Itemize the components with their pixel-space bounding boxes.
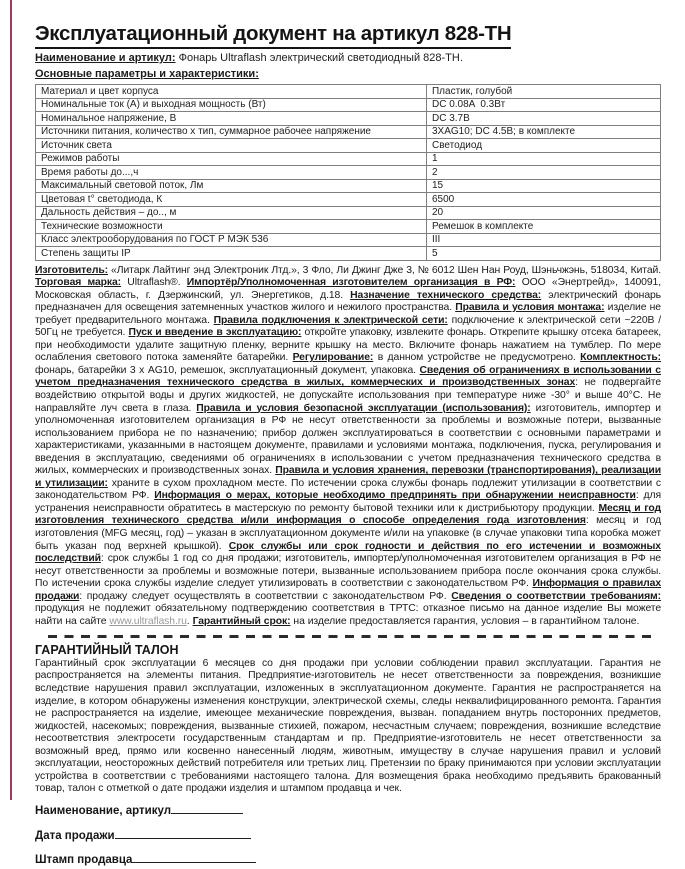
table-row [36, 152, 661, 166]
spec-param: Максимальный световой поток, Лм [36, 179, 427, 193]
warranty-text: Гарантийный срок эксплуатации 6 месяцев со дня продажи при условии соблюдении правил эксплуатации. Гарантия не распространяется на элементы питания. Предприятие-изготовитель не несет ответственности за повреждения, возникшие вследствие нарушения правил эксплуатации, изложенных в эксплуатационном документе. Гарантия не распространяется на изделие, в котором обнаружены изменения конструкции, электрической схемы, следы неквалифицированного ремонта. Гарантия не распространяется на изделие, имеющее механические повреждения, вызван. попаданием внутрь посторонних предметов, жидкостей, насекомых; повреждения, вызванные стихией, пожаром, несчастным случаем; повреждения, возникшие вследствие несоответствия электросети государственным стандартам и пр. Предприятие-изготовитель не несет ответственности за возможный вред, прямо или косвенно нанесенный людям, животным, имуществу в случае нарушения правил и условий эксплуатации, неосторожных действий потребителя или третьих лиц. Претензии по браку принимаются при условии эксплуатации устройства в соответствии с требованиями настоящего талона. Для возмещения брака необходимо предъявить бракованный товар, талон с отметкой о дате продажи изделия и штампом продавца и чек. [35, 657, 661, 795]
field-label: Дата продажи [35, 829, 115, 842]
specs-table [35, 84, 661, 261]
spec-value: 1 [426, 152, 660, 166]
spec-param: Источники питания, количество х тип, суммарное рабочее напряжение [36, 125, 427, 139]
spec-value: Пластик, голубой [426, 85, 660, 99]
text-run: : продажу следует осуществлять в соответствии с законодательством РФ. [79, 590, 452, 602]
inline-section-heading: Импортёр/Уполномоченная изготовителем организация в РФ: [186, 277, 516, 289]
spec-value: III [426, 233, 660, 247]
table-row [36, 206, 661, 220]
table-row [36, 233, 661, 247]
field-label: Штамп продавца [35, 854, 133, 867]
inline-section-heading: Гарантийный срок: [192, 615, 291, 627]
text-run: : не подвергайте воздействию открытой воды и других жидкостей, не допускайте использования при температуре ниже -30° и выше 40°С. Не направляйте луч света в глаза. [35, 377, 661, 414]
table-row [36, 179, 661, 193]
inline-section-heading: Срок службы или срок годности и действия по его истечении и возможных последствий [35, 540, 661, 565]
table-row [36, 98, 661, 112]
spec-value: DC 3.7В [426, 112, 660, 126]
inline-section-heading: Комплектность: [580, 352, 661, 364]
text-run: храните в сухом прохладном месте. По истечении срока службы фонарь подлежит утилизации в соответствии с законодательством РФ. [35, 477, 661, 502]
field-blank-line [132, 851, 256, 863]
spec-value: 3ХAG10; DC 4.5В; в комплекте [426, 125, 660, 139]
inline-section-heading: Торговая марка: [35, 277, 122, 289]
table-row [36, 139, 661, 153]
text-run: : месяц и год изготовления (MFG месяц, год) – указан в эксплуатационном документе и/или на упаковке (в случае упаковки типа коробка может быть указан под верхней крышкой). [35, 515, 661, 552]
table-row [36, 193, 661, 207]
spec-param: Дальность действия – до.., м [36, 206, 427, 220]
field-blank-line [115, 827, 251, 839]
page-title: Эксплуатационный документ на артикул 828-ТН [35, 22, 661, 49]
table-row [36, 112, 661, 126]
inline-section-heading: Правила и условия монтажа: [455, 302, 605, 314]
spec-value: 5 [426, 247, 660, 261]
text-run: Ultraflash®. [121, 277, 187, 289]
inline-section-heading: Сведения об ограничениях в использовании с учетом предназначения технического средства в жилых, коммерческих и производственных зонах [35, 364, 661, 389]
name-label: Наименование и артикул: [35, 52, 176, 64]
text-run: изделие не требует предварительного монтажа. [35, 302, 661, 326]
spec-value: 20 [426, 206, 660, 220]
text-run: на изделие предоставляется гарантия, условия – в гарантийном талоне. [290, 615, 640, 627]
spec-param: Степень защиты IP [36, 247, 427, 261]
inline-section-heading: Правила подключения к электрической сети: [213, 314, 448, 326]
inline-section-heading: Правила и условия хранения, перевозки (транспортирования), реализации и утилизации: [35, 465, 661, 489]
warranty-heading: ГАРАНТИЙНЫЙ ТАЛОН [35, 642, 179, 657]
table-row [36, 85, 661, 99]
inline-section-heading: Информация о правилах продажи [35, 578, 661, 602]
table-row [36, 220, 661, 234]
spec-param: Время работы до...,ч [36, 166, 427, 180]
specs-heading: Основные параметры и характеристики: [35, 68, 259, 80]
spec-value: 6500 [426, 193, 660, 207]
text-run: . [186, 615, 193, 627]
text-run: ООО «Энертрейд», 140091, Московская область, г. Дзержинский, ул. Энергетиков, д.18. [35, 277, 662, 301]
ultraflash-link[interactable]: www.ultraflash.ru [109, 615, 187, 627]
margin-line [10, 0, 12, 800]
field-blank-line [171, 802, 243, 814]
spec-param: Класс электрооборудования по ГОСТ Р МЭК 536 [36, 233, 427, 247]
text-run: электрический фонарь предназначен для освещения затемненных участков жилого и нежилого пространства. [35, 289, 661, 314]
table-row [36, 247, 661, 261]
spec-param: Режимов работы [36, 152, 427, 166]
text-run: в данном устройстве не предусмотрено. [373, 352, 581, 364]
inline-section-heading: Назначение технического средства: [350, 289, 542, 301]
inline-section-heading: Месяц и год изготовления технического средства и/или информация о способе определения года изготовления [35, 502, 662, 527]
text-run: откройте упаковку, извлеките фонарь. Открепите крышку отсека батареек, при необходимости удалите защитную пленку, верните крышку на место. Включите фонарь нажатием на тумблер. По мере ослабления светового потока заменяйте батарейки. [35, 327, 661, 364]
name-value: Фонарь Ultraflash электрический светодиодный 828-ТН. [178, 52, 463, 64]
table-row [36, 166, 661, 180]
inline-section-heading: Пуск и введение в эксплуатацию: [128, 327, 302, 339]
document-content [35, 22, 661, 869]
text-run: подключение к электрической сети ~220В / 50Гц не требуется. [35, 314, 661, 339]
spec-param: Источник света [36, 139, 427, 153]
inline-section-heading: Информация о мерах, которые необходимо предпринять при обнаружении неисправности [154, 490, 636, 502]
spec-param: Номинальные ток (А) и выходная мощность (Вт) [36, 98, 427, 112]
spec-param: Номинальное напряжение, В [36, 112, 427, 126]
text-run: изготовитель, импортер и уполномоченная изготовителем организация в РФ не несут ответственности за проблемы и возможные потери, вызванные использованием прибора не по назначению; прибор должен эксплуатироваться в соответствии с основными параметрами и характеристиками, указанными в настоящем документе, правилами и условиями монтажа, подключения, пуска, регулирования и введения в эксплуатацию, сведениями об ограничениях в использовании с учетом предназначения технического средства в жилых, коммерческих и производственных зонах. [35, 402, 661, 477]
main-text [35, 265, 661, 629]
inline-section-heading: Правила и условия безопасной эксплуатации (использования): [196, 402, 531, 414]
spec-value: DC 0.08A 0.3Вт [426, 98, 660, 112]
inline-section-heading: Регулирование: [292, 352, 374, 364]
text-run: : для устранения неисправности обратитесь в мастерскую по ремонту бытовой техники или к дистрибьютору продукции. [35, 490, 661, 514]
spec-value: 2 [426, 166, 660, 180]
spec-value: 15 [426, 179, 660, 193]
spec-param: Технические возможности [36, 220, 427, 234]
text-run: «Литарк Лайтинг энд Электроник Лтд.», 3 Фло, Ли Джинг Дже 3, № 6012 Шен Нан Роуд, Шэньчжэнь, 518034, Китай. [108, 264, 661, 276]
spec-param: Материал и цвет корпуса [36, 85, 427, 99]
text-run: фонарь, батарейки 3 х AG10, ремешок, эксплуатационный документ, упаковка. [35, 364, 420, 376]
inline-section-heading: Изготовитель: [35, 264, 109, 276]
field-sale-date [35, 827, 661, 845]
table-row [36, 125, 661, 139]
text-run: продукция не подлежит обязательному подтверждению соответствия в ТРТС: отказное письмо на данное изделие Вы можете найти на сайте [35, 603, 661, 627]
spec-value: Ремешок в комплекте [426, 220, 660, 234]
field-product-name [35, 802, 661, 820]
inline-section-heading: Сведения о соответствии требованиям: [451, 590, 661, 602]
name-line [35, 52, 661, 65]
spec-value: Светодиод [426, 139, 660, 153]
spec-param: Цветовая t° светодиода, К [36, 193, 427, 207]
field-seller-stamp [35, 851, 661, 869]
field-label: Наименование, артикул [35, 805, 172, 818]
text-run: : срок службы 1 год со дня продажи; изготовитель, импортер/уполномоченная изготовителем организация в РФ не несут ответственности за проблемы и возможные потери, вызванные использованием прибора после окончания срока службы. По истечении срока службы изделие следует утилизировать в соответствии с законодательством РФ. [35, 553, 661, 590]
dashed-separator [48, 635, 655, 638]
